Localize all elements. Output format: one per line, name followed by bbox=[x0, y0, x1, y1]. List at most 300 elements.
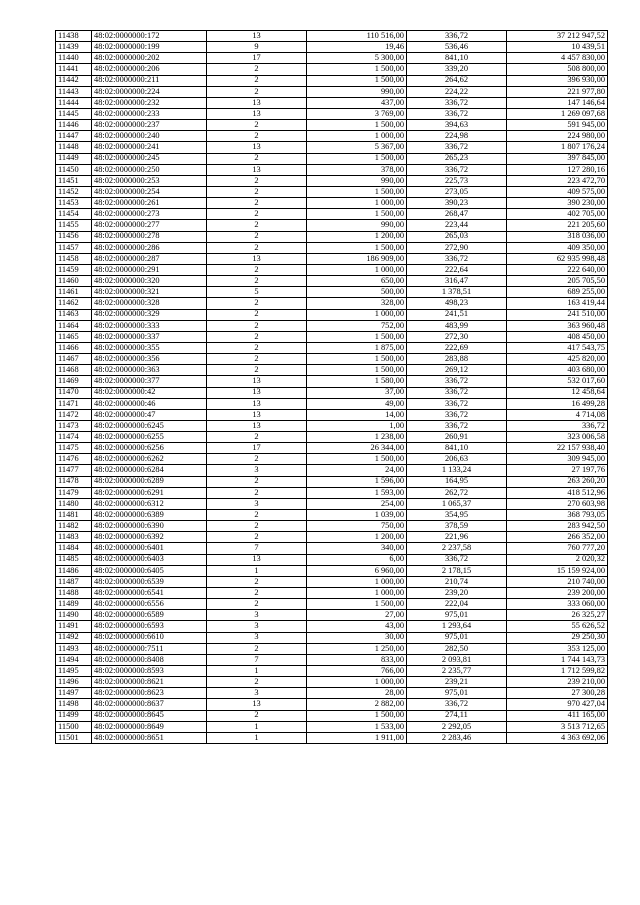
row-number-cell: 11463 bbox=[56, 309, 92, 320]
cadastral-value-cell: 223 472,70 bbox=[507, 175, 608, 186]
row-number-cell: 11449 bbox=[56, 153, 92, 164]
group-code-cell: 2 bbox=[207, 643, 307, 654]
row-number-cell: 11478 bbox=[56, 476, 92, 487]
cadastral-value-cell: 205 705,50 bbox=[507, 276, 608, 287]
cadastral-value-cell: 1 744 143,73 bbox=[507, 654, 608, 665]
row-number-cell: 11488 bbox=[56, 588, 92, 599]
cadastral-value-cell: 402 705,00 bbox=[507, 209, 608, 220]
rate-cell: 336,72 bbox=[407, 142, 507, 153]
cadastral-value-cell: 4 457 830,00 bbox=[507, 53, 608, 64]
group-code-cell: 13 bbox=[207, 108, 307, 119]
table-row bbox=[56, 131, 608, 142]
row-number-cell: 11462 bbox=[56, 298, 92, 309]
rate-cell: 222,69 bbox=[407, 342, 507, 353]
row-number-cell: 11477 bbox=[56, 465, 92, 476]
cadastral-value-cell: 409 575,00 bbox=[507, 186, 608, 197]
group-code-cell: 2 bbox=[207, 75, 307, 86]
table-row bbox=[56, 331, 608, 342]
cadastral-number-cell: 48:02:0000000:232 bbox=[92, 97, 207, 108]
table-row bbox=[56, 53, 608, 64]
table-row bbox=[56, 721, 608, 732]
cadastral-number-cell: 48:02:0000000:47 bbox=[92, 409, 207, 420]
rate-cell: 336,72 bbox=[407, 31, 507, 42]
cadastral-number-cell: 48:02:0000000:245 bbox=[92, 153, 207, 164]
cadastral-value-cell: 390 230,00 bbox=[507, 198, 608, 209]
cadastral-number-cell: 48:02:0000000:291 bbox=[92, 264, 207, 275]
row-number-cell: 11458 bbox=[56, 253, 92, 264]
area-cell: 1 580,00 bbox=[307, 376, 407, 387]
table-row bbox=[56, 153, 608, 164]
cadastral-number-cell: 48:02:0000000:287 bbox=[92, 253, 207, 264]
group-code-cell: 2 bbox=[207, 710, 307, 721]
row-number-cell: 11445 bbox=[56, 108, 92, 119]
row-number-cell: 11465 bbox=[56, 331, 92, 342]
table-row bbox=[56, 342, 608, 353]
area-cell: 1 500,00 bbox=[307, 354, 407, 365]
rate-cell: 224,22 bbox=[407, 86, 507, 97]
cadastral-number-cell: 48:02:0000000:277 bbox=[92, 220, 207, 231]
cadastral-value-cell: 336,72 bbox=[507, 420, 608, 431]
table-row bbox=[56, 565, 608, 576]
area-cell: 1 500,00 bbox=[307, 331, 407, 342]
cadastral-number-cell: 48:02:0000000:8637 bbox=[92, 699, 207, 710]
cadastral-value-cell: 409 350,00 bbox=[507, 242, 608, 253]
table-row bbox=[56, 253, 608, 264]
table-row bbox=[56, 120, 608, 131]
row-number-cell: 11491 bbox=[56, 621, 92, 632]
cadastral-value-cell: 147 146,64 bbox=[507, 97, 608, 108]
group-code-cell: 2 bbox=[207, 276, 307, 287]
cadastral-value-cell: 26 325,27 bbox=[507, 610, 608, 621]
rate-cell: 336,72 bbox=[407, 97, 507, 108]
row-number-cell: 11497 bbox=[56, 688, 92, 699]
cadastral-number-cell: 48:02:0000000:6256 bbox=[92, 443, 207, 454]
row-number-cell: 11451 bbox=[56, 175, 92, 186]
cadastral-value-cell: 270 603,98 bbox=[507, 498, 608, 509]
cadastral-number-cell: 48:02:0000000:6401 bbox=[92, 543, 207, 554]
group-code-cell: 13 bbox=[207, 699, 307, 710]
area-cell: 990,00 bbox=[307, 175, 407, 186]
cadastral-number-cell: 48:02:0000000:321 bbox=[92, 287, 207, 298]
cadastral-number-cell: 48:02:0000000:6390 bbox=[92, 521, 207, 532]
group-code-cell: 7 bbox=[207, 654, 307, 665]
rate-cell: 268,47 bbox=[407, 209, 507, 220]
table-row bbox=[56, 298, 608, 309]
cadastral-number-cell: 48:02:0000000:202 bbox=[92, 53, 207, 64]
area-cell: 1 500,00 bbox=[307, 209, 407, 220]
row-number-cell: 11489 bbox=[56, 599, 92, 610]
group-code-cell: 13 bbox=[207, 31, 307, 42]
cadastral-value-cell: 411 165,00 bbox=[507, 710, 608, 721]
row-number-cell: 11485 bbox=[56, 554, 92, 565]
cadastral-number-cell: 48:02:0000000:224 bbox=[92, 86, 207, 97]
rate-cell: 239,20 bbox=[407, 588, 507, 599]
group-code-cell: 2 bbox=[207, 510, 307, 521]
area-cell: 1 500,00 bbox=[307, 365, 407, 376]
cadastral-number-cell: 48:02:0000000:7511 bbox=[92, 643, 207, 654]
cadastral-value-cell: 1 807 176,24 bbox=[507, 142, 608, 153]
rate-cell: 223,44 bbox=[407, 220, 507, 231]
row-number-cell: 11448 bbox=[56, 142, 92, 153]
rate-cell: 336,72 bbox=[407, 164, 507, 175]
row-number-cell: 11500 bbox=[56, 721, 92, 732]
row-number-cell: 11453 bbox=[56, 198, 92, 209]
rate-cell: 225,73 bbox=[407, 175, 507, 186]
cadastral-value-cell: 22 157 938,40 bbox=[507, 443, 608, 454]
row-number-cell: 11438 bbox=[56, 31, 92, 42]
row-number-cell: 11454 bbox=[56, 209, 92, 220]
rate-cell: 336,72 bbox=[407, 554, 507, 565]
rate-cell: 283,88 bbox=[407, 354, 507, 365]
row-number-cell: 11499 bbox=[56, 710, 92, 721]
group-code-cell: 2 bbox=[207, 298, 307, 309]
area-cell: 1 500,00 bbox=[307, 454, 407, 465]
group-code-cell: 2 bbox=[207, 209, 307, 220]
cadastral-value-cell: 508 800,00 bbox=[507, 64, 608, 75]
group-code-cell: 17 bbox=[207, 53, 307, 64]
rate-cell: 483,99 bbox=[407, 320, 507, 331]
group-code-cell: 3 bbox=[207, 610, 307, 621]
row-number-cell: 11467 bbox=[56, 354, 92, 365]
table-row bbox=[56, 409, 608, 420]
area-cell: 1 533,00 bbox=[307, 721, 407, 732]
rate-cell: 841,10 bbox=[407, 443, 507, 454]
rate-cell: 272,90 bbox=[407, 242, 507, 253]
table-row bbox=[56, 588, 608, 599]
rate-cell: 2 237,58 bbox=[407, 543, 507, 554]
table-row bbox=[56, 699, 608, 710]
cadastral-number-cell: 48:02:0000000:6284 bbox=[92, 465, 207, 476]
cadastral-value-cell: 241 510,00 bbox=[507, 309, 608, 320]
cadastral-number-cell: 48:02:0000000:240 bbox=[92, 131, 207, 142]
rate-cell: 241,51 bbox=[407, 309, 507, 320]
cadastral-number-cell: 48:02:0000000:6405 bbox=[92, 565, 207, 576]
cadastral-value-cell: 266 352,00 bbox=[507, 532, 608, 543]
cadastral-value-cell: 318 036,00 bbox=[507, 231, 608, 242]
cadastral-value-cell: 239 200,00 bbox=[507, 588, 608, 599]
row-number-cell: 11439 bbox=[56, 42, 92, 53]
table-row bbox=[56, 220, 608, 231]
table-row bbox=[56, 186, 608, 197]
area-cell: 1 000,00 bbox=[307, 264, 407, 275]
group-code-cell: 2 bbox=[207, 198, 307, 209]
rate-cell: 841,10 bbox=[407, 53, 507, 64]
row-number-cell: 11490 bbox=[56, 610, 92, 621]
cadastral-number-cell: 48:02:0000000:320 bbox=[92, 276, 207, 287]
rate-cell: 206,63 bbox=[407, 454, 507, 465]
cadastral-number-cell: 48:02:0000000:337 bbox=[92, 331, 207, 342]
area-cell: 19,46 bbox=[307, 42, 407, 53]
row-number-cell: 11444 bbox=[56, 97, 92, 108]
row-number-cell: 11494 bbox=[56, 654, 92, 665]
table-row bbox=[56, 621, 608, 632]
rate-cell: 498,23 bbox=[407, 298, 507, 309]
table-row bbox=[56, 643, 608, 654]
area-cell: 1 500,00 bbox=[307, 710, 407, 721]
row-number-cell: 11493 bbox=[56, 643, 92, 654]
group-code-cell: 2 bbox=[207, 487, 307, 498]
area-cell: 1 500,00 bbox=[307, 75, 407, 86]
area-cell: 30,00 bbox=[307, 632, 407, 643]
group-code-cell: 13 bbox=[207, 142, 307, 153]
row-number-cell: 11461 bbox=[56, 287, 92, 298]
cadastral-value-cell: 210 740,00 bbox=[507, 576, 608, 587]
cadastral-value-cell: 27 300,28 bbox=[507, 688, 608, 699]
cadastral-value-cell: 283 942,50 bbox=[507, 521, 608, 532]
area-cell: 1 500,00 bbox=[307, 599, 407, 610]
cadastral-value-cell: 396 930,00 bbox=[507, 75, 608, 86]
table-row bbox=[56, 677, 608, 688]
rate-cell: 210,74 bbox=[407, 576, 507, 587]
group-code-cell: 2 bbox=[207, 521, 307, 532]
cadastral-value-cell: 425 820,00 bbox=[507, 354, 608, 365]
area-cell: 766,00 bbox=[307, 666, 407, 677]
area-cell: 186 909,00 bbox=[307, 253, 407, 264]
area-cell: 110 516,00 bbox=[307, 31, 407, 42]
group-code-cell: 2 bbox=[207, 454, 307, 465]
cadastral-value-cell: 221 977,80 bbox=[507, 86, 608, 97]
rate-cell: 262,72 bbox=[407, 487, 507, 498]
rate-cell: 336,72 bbox=[407, 420, 507, 431]
area-cell: 1 039,00 bbox=[307, 510, 407, 521]
cadastral-value-cell: 408 450,00 bbox=[507, 331, 608, 342]
area-cell: 1 250,00 bbox=[307, 643, 407, 654]
group-code-cell: 2 bbox=[207, 354, 307, 365]
group-code-cell: 2 bbox=[207, 242, 307, 253]
cadastral-value-cell: 309 945,00 bbox=[507, 454, 608, 465]
area-cell: 1 500,00 bbox=[307, 186, 407, 197]
group-code-cell: 1 bbox=[207, 565, 307, 576]
cadastral-number-cell: 48:02:0000000:237 bbox=[92, 120, 207, 131]
row-number-cell: 11440 bbox=[56, 53, 92, 64]
row-number-cell: 11474 bbox=[56, 432, 92, 443]
table-row bbox=[56, 432, 608, 443]
row-number-cell: 11447 bbox=[56, 131, 92, 142]
group-code-cell: 1 bbox=[207, 732, 307, 743]
group-code-cell: 2 bbox=[207, 120, 307, 131]
group-code-cell: 3 bbox=[207, 465, 307, 476]
cadastral-value-cell: 15 159 924,00 bbox=[507, 565, 608, 576]
table-row bbox=[56, 398, 608, 409]
area-cell: 28,00 bbox=[307, 688, 407, 699]
row-number-cell: 11455 bbox=[56, 220, 92, 231]
cadastral-number-cell: 48:02:0000000:8593 bbox=[92, 666, 207, 677]
table-row bbox=[56, 532, 608, 543]
cadastral-number-cell: 48:02:0000000:211 bbox=[92, 75, 207, 86]
group-code-cell: 2 bbox=[207, 186, 307, 197]
cadastral-number-cell: 48:02:0000000:6403 bbox=[92, 554, 207, 565]
cadastral-number-cell: 48:02:0000000:6291 bbox=[92, 487, 207, 498]
cadastral-value-cell: 418 512,96 bbox=[507, 487, 608, 498]
group-code-cell: 2 bbox=[207, 677, 307, 688]
area-cell: 990,00 bbox=[307, 220, 407, 231]
area-cell: 5 300,00 bbox=[307, 53, 407, 64]
table-row bbox=[56, 198, 608, 209]
cadastral-value-cell: 333 060,00 bbox=[507, 599, 608, 610]
rate-cell: 273,05 bbox=[407, 186, 507, 197]
row-number-cell: 11492 bbox=[56, 632, 92, 643]
area-cell: 1 000,00 bbox=[307, 131, 407, 142]
table-row bbox=[56, 666, 608, 677]
row-number-cell: 11446 bbox=[56, 120, 92, 131]
cadastral-number-cell: 48:02:0000000:8621 bbox=[92, 677, 207, 688]
rate-cell: 2 283,46 bbox=[407, 732, 507, 743]
group-code-cell: 2 bbox=[207, 131, 307, 142]
group-code-cell: 2 bbox=[207, 599, 307, 610]
table-row bbox=[56, 465, 608, 476]
area-cell: 1 500,00 bbox=[307, 64, 407, 75]
rate-cell: 272,30 bbox=[407, 331, 507, 342]
rate-cell: 975,01 bbox=[407, 632, 507, 643]
group-code-cell: 1 bbox=[207, 666, 307, 677]
cadastral-number-cell: 48:02:0000000:250 bbox=[92, 164, 207, 175]
table-row bbox=[56, 97, 608, 108]
rate-cell: 224,98 bbox=[407, 131, 507, 142]
row-number-cell: 11471 bbox=[56, 398, 92, 409]
area-cell: 1 593,00 bbox=[307, 487, 407, 498]
table-row bbox=[56, 175, 608, 186]
rate-cell: 264,62 bbox=[407, 75, 507, 86]
row-number-cell: 11469 bbox=[56, 376, 92, 387]
area-cell: 340,00 bbox=[307, 543, 407, 554]
row-number-cell: 11501 bbox=[56, 732, 92, 743]
row-number-cell: 11498 bbox=[56, 699, 92, 710]
cadastral-number-cell: 48:02:0000000:261 bbox=[92, 198, 207, 209]
area-cell: 437,00 bbox=[307, 97, 407, 108]
cadastral-number-cell: 48:02:0000000:199 bbox=[92, 42, 207, 53]
table-row bbox=[56, 387, 608, 398]
rate-cell: 274,11 bbox=[407, 710, 507, 721]
group-code-cell: 2 bbox=[207, 342, 307, 353]
row-number-cell: 11482 bbox=[56, 521, 92, 532]
area-cell: 1 500,00 bbox=[307, 242, 407, 253]
cadastral-value-cell: 62 935 998,48 bbox=[507, 253, 608, 264]
group-code-cell: 2 bbox=[207, 432, 307, 443]
table-row bbox=[56, 476, 608, 487]
area-cell: 1 875,00 bbox=[307, 342, 407, 353]
group-code-cell: 2 bbox=[207, 576, 307, 587]
rate-cell: 336,72 bbox=[407, 387, 507, 398]
rate-cell: 354,95 bbox=[407, 510, 507, 521]
group-code-cell: 2 bbox=[207, 532, 307, 543]
cadastral-value-cell: 397 845,00 bbox=[507, 153, 608, 164]
table-row bbox=[56, 231, 608, 242]
cadastral-number-cell: 48:02:0000000:328 bbox=[92, 298, 207, 309]
cadastral-number-cell: 48:02:0000000:6312 bbox=[92, 498, 207, 509]
area-cell: 1 000,00 bbox=[307, 588, 407, 599]
rate-cell: 2 235,77 bbox=[407, 666, 507, 677]
area-cell: 49,00 bbox=[307, 398, 407, 409]
table-row bbox=[56, 354, 608, 365]
group-code-cell: 9 bbox=[207, 42, 307, 53]
table-row bbox=[56, 498, 608, 509]
rate-cell: 2 178,15 bbox=[407, 565, 507, 576]
cadastral-number-cell: 48:02:0000000:6610 bbox=[92, 632, 207, 643]
table-row bbox=[56, 599, 608, 610]
row-number-cell: 11484 bbox=[56, 543, 92, 554]
rate-cell: 536,46 bbox=[407, 42, 507, 53]
group-code-cell: 2 bbox=[207, 264, 307, 275]
table-row bbox=[56, 654, 608, 665]
cadastral-value-cell: 417 543,75 bbox=[507, 342, 608, 353]
table-row bbox=[56, 454, 608, 465]
group-code-cell: 2 bbox=[207, 365, 307, 376]
cadastral-number-cell: 48:02:0000000:6539 bbox=[92, 576, 207, 587]
cadastral-value-cell: 353 125,00 bbox=[507, 643, 608, 654]
group-code-cell: 2 bbox=[207, 86, 307, 97]
table-row bbox=[56, 420, 608, 431]
table-row bbox=[56, 576, 608, 587]
cadastral-number-cell: 48:02:0000000:8408 bbox=[92, 654, 207, 665]
rate-cell: 336,72 bbox=[407, 699, 507, 710]
group-code-cell: 2 bbox=[207, 588, 307, 599]
table-row bbox=[56, 610, 608, 621]
group-code-cell: 13 bbox=[207, 409, 307, 420]
area-cell: 6,00 bbox=[307, 554, 407, 565]
table-row bbox=[56, 554, 608, 565]
cadastral-value-cell: 368 793,05 bbox=[507, 510, 608, 521]
cadastral-value-cell: 10 439,51 bbox=[507, 42, 608, 53]
area-cell: 328,00 bbox=[307, 298, 407, 309]
area-cell: 1 500,00 bbox=[307, 153, 407, 164]
cadastral-value-cell: 224 980,00 bbox=[507, 131, 608, 142]
cadastral-number-cell: 48:02:0000000:356 bbox=[92, 354, 207, 365]
row-number-cell: 11450 bbox=[56, 164, 92, 175]
row-number-cell: 11472 bbox=[56, 409, 92, 420]
row-number-cell: 11473 bbox=[56, 420, 92, 431]
area-cell: 1 000,00 bbox=[307, 677, 407, 688]
area-cell: 990,00 bbox=[307, 86, 407, 97]
cadastral-value-cell: 2 020,32 bbox=[507, 554, 608, 565]
group-code-cell: 13 bbox=[207, 376, 307, 387]
area-cell: 14,00 bbox=[307, 409, 407, 420]
rate-cell: 1 133,24 bbox=[407, 465, 507, 476]
area-cell: 752,00 bbox=[307, 320, 407, 331]
rate-cell: 1 378,51 bbox=[407, 287, 507, 298]
table-body bbox=[56, 31, 608, 744]
cadastral-number-cell: 48:02:0000000:273 bbox=[92, 209, 207, 220]
cadastral-number-cell: 48:02:0000000:172 bbox=[92, 31, 207, 42]
area-cell: 1 200,00 bbox=[307, 231, 407, 242]
row-number-cell: 11441 bbox=[56, 64, 92, 75]
area-cell: 1 596,00 bbox=[307, 476, 407, 487]
group-code-cell: 2 bbox=[207, 175, 307, 186]
rate-cell: 2 093,81 bbox=[407, 654, 507, 665]
table-row bbox=[56, 376, 608, 387]
row-number-cell: 11486 bbox=[56, 565, 92, 576]
table-row bbox=[56, 242, 608, 253]
area-cell: 1 000,00 bbox=[307, 309, 407, 320]
table-row bbox=[56, 108, 608, 119]
area-cell: 833,00 bbox=[307, 654, 407, 665]
cadastral-number-cell: 48:02:0000000:6541 bbox=[92, 588, 207, 599]
row-number-cell: 11495 bbox=[56, 666, 92, 677]
cadastral-value-cell: 16 499,28 bbox=[507, 398, 608, 409]
rate-cell: 975,01 bbox=[407, 688, 507, 699]
area-cell: 650,00 bbox=[307, 276, 407, 287]
cadastral-value-cell: 1 712 599,82 bbox=[507, 666, 608, 677]
cadastral-number-cell: 48:02:0000000:6392 bbox=[92, 532, 207, 543]
table-row bbox=[56, 86, 608, 97]
rate-cell: 282,50 bbox=[407, 643, 507, 654]
cadastral-number-cell: 48:02:0000000:6245 bbox=[92, 420, 207, 431]
group-code-cell: 7 bbox=[207, 543, 307, 554]
area-cell: 500,00 bbox=[307, 287, 407, 298]
cadastral-number-cell: 48:02:0000000:241 bbox=[92, 142, 207, 153]
area-cell: 43,00 bbox=[307, 621, 407, 632]
table-row bbox=[56, 710, 608, 721]
rate-cell: 221,96 bbox=[407, 532, 507, 543]
